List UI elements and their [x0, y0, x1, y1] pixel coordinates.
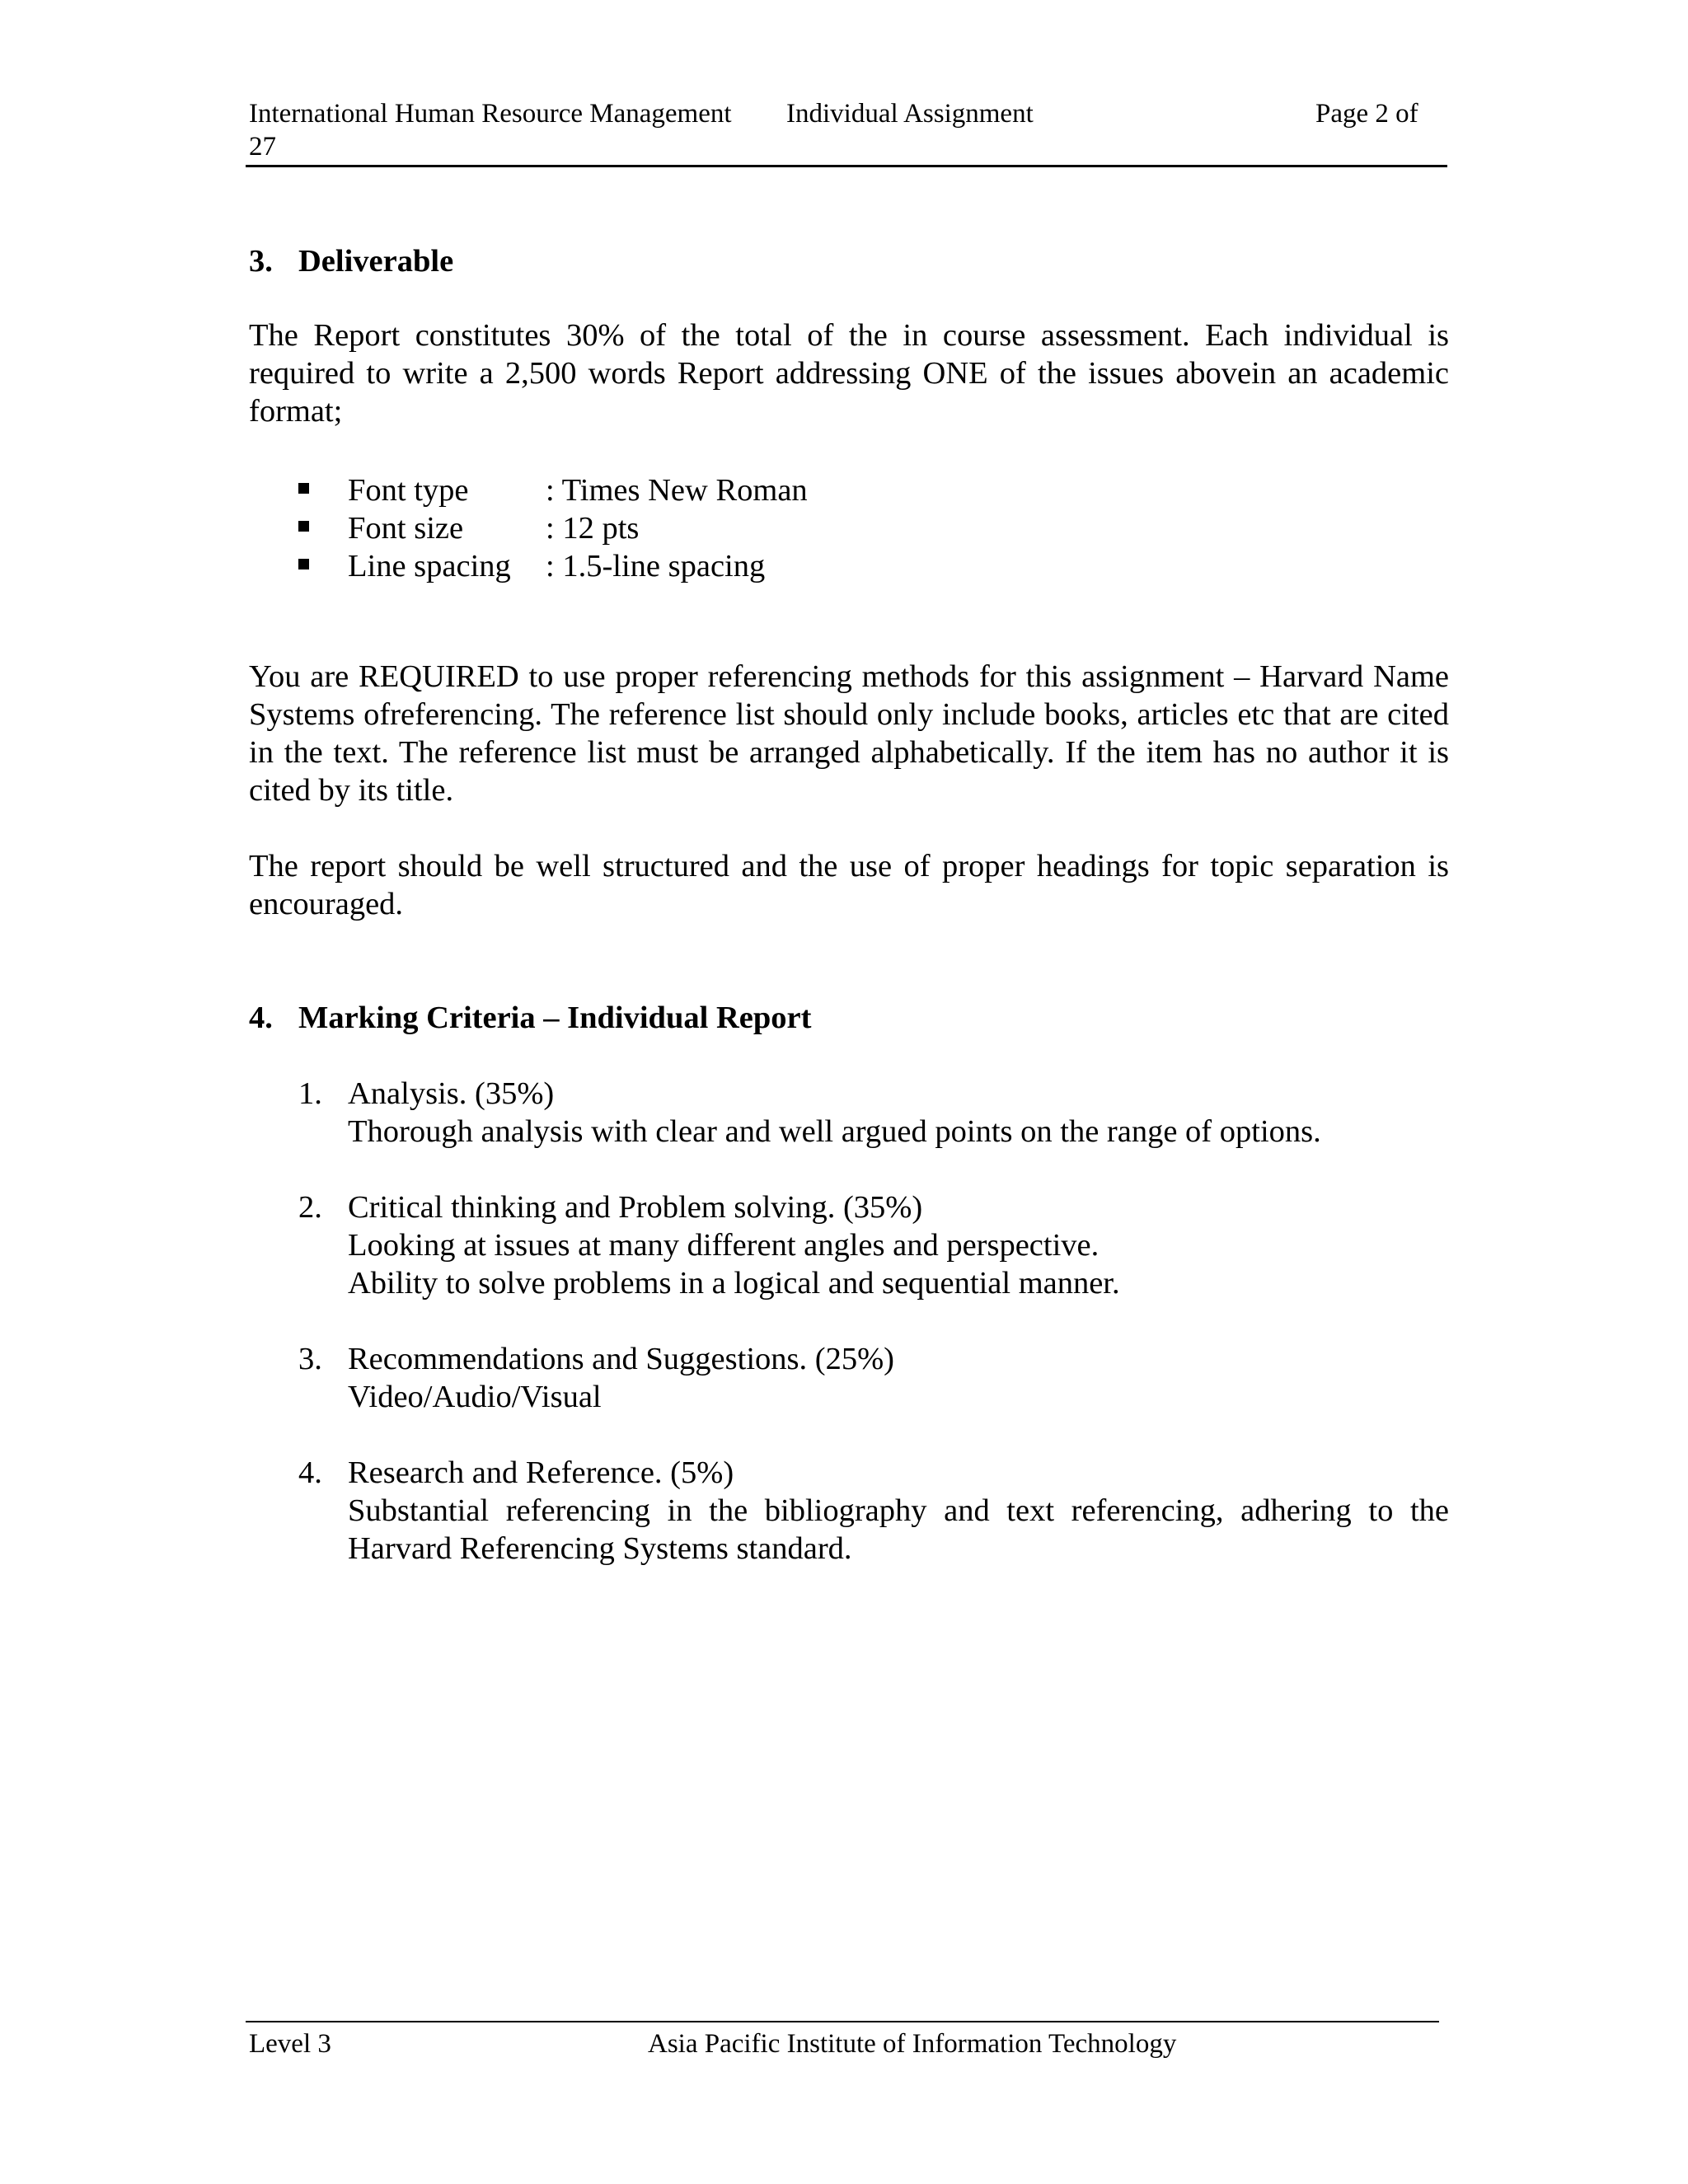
- header-page-number: Page 2 of: [1315, 99, 1418, 129]
- bullet-square-icon: [298, 521, 309, 532]
- header-page-total: 27: [249, 132, 276, 162]
- deliverable-paragraph: The Report constitutes 30% of the total of the in course assessment. Each individual is required to write a 2,500 words Report addressing ONE of the issues abovein an academic format;: [249, 318, 1449, 429]
- criterion-description: Ability to solve problems in a logical and sequential manner.: [348, 1266, 1120, 1301]
- format-label: Font type: [348, 473, 469, 508]
- criterion-description: Substantial referencing in the bibliography and text referencing, adhering to the Harvard Referencing Systems standard.: [348, 1493, 1449, 1566]
- format-label: Line spacing: [348, 549, 511, 583]
- header-divider: [246, 165, 1447, 167]
- section-3-title: Deliverable: [298, 244, 454, 279]
- section-4-number: 4.: [249, 1001, 273, 1035]
- footer-level: Level 3: [249, 2029, 331, 2059]
- structure-paragraph: The report should be well structured and the use of proper headings for topic separation is encouraged.: [249, 849, 1449, 921]
- criterion-description: Thorough analysis with clear and well argued points on the range of options.: [348, 1114, 1321, 1149]
- section-4-heading: [249, 999, 811, 1037]
- criterion-title: Recommendations and Suggestions. (25%): [348, 1342, 894, 1376]
- format-value: : Times New Roman: [546, 473, 808, 508]
- footer-institute: Asia Pacific Institute of Information Technology: [648, 2029, 1177, 2059]
- referencing-paragraph: You are REQUIRED to use proper referencing methods for this assignment – Harvard Name Systems ofreferencing. The reference list should only include books, articles etc that are cited in the text. The reference list must be arranged alphabetically. If the item has no author it is cited by its title.: [249, 659, 1449, 808]
- criterion-item: [298, 1075, 1449, 1151]
- footer-divider: [246, 2021, 1439, 2022]
- bullet-square-icon: [298, 483, 309, 494]
- criterion-title: Critical thinking and Problem solving. (35%): [348, 1190, 923, 1225]
- criterion-item: [298, 1454, 1449, 1568]
- format-value: : 12 pts: [546, 511, 640, 546]
- section-4-title: Marking Criteria – Individual Report: [298, 1001, 812, 1035]
- header-course: International Human Resource Management: [249, 99, 732, 129]
- bullet-square-icon: [298, 559, 309, 569]
- criterion-number: 2.: [298, 1190, 322, 1225]
- criterion-number: 4.: [298, 1455, 322, 1490]
- criterion-description: Looking at issues at many different angles and perspective.: [348, 1228, 1100, 1263]
- criterion-title: Research and Reference. (5%): [348, 1455, 734, 1490]
- format-label: Font size: [348, 511, 464, 546]
- criterion-title: Analysis. (35%): [348, 1076, 555, 1111]
- criterion-number: 3.: [298, 1342, 322, 1376]
- criterion-description: Video/Audio/Visual: [348, 1380, 602, 1414]
- criterion-item: [298, 1340, 1449, 1416]
- criterion-item: [298, 1188, 1449, 1302]
- section-3-number: 3.: [249, 244, 273, 279]
- criterion-number: 1.: [298, 1076, 322, 1111]
- header-assignment: Individual Assignment: [786, 99, 1034, 129]
- section-3-heading: [249, 242, 453, 280]
- format-value: : 1.5-line spacing: [546, 549, 766, 583]
